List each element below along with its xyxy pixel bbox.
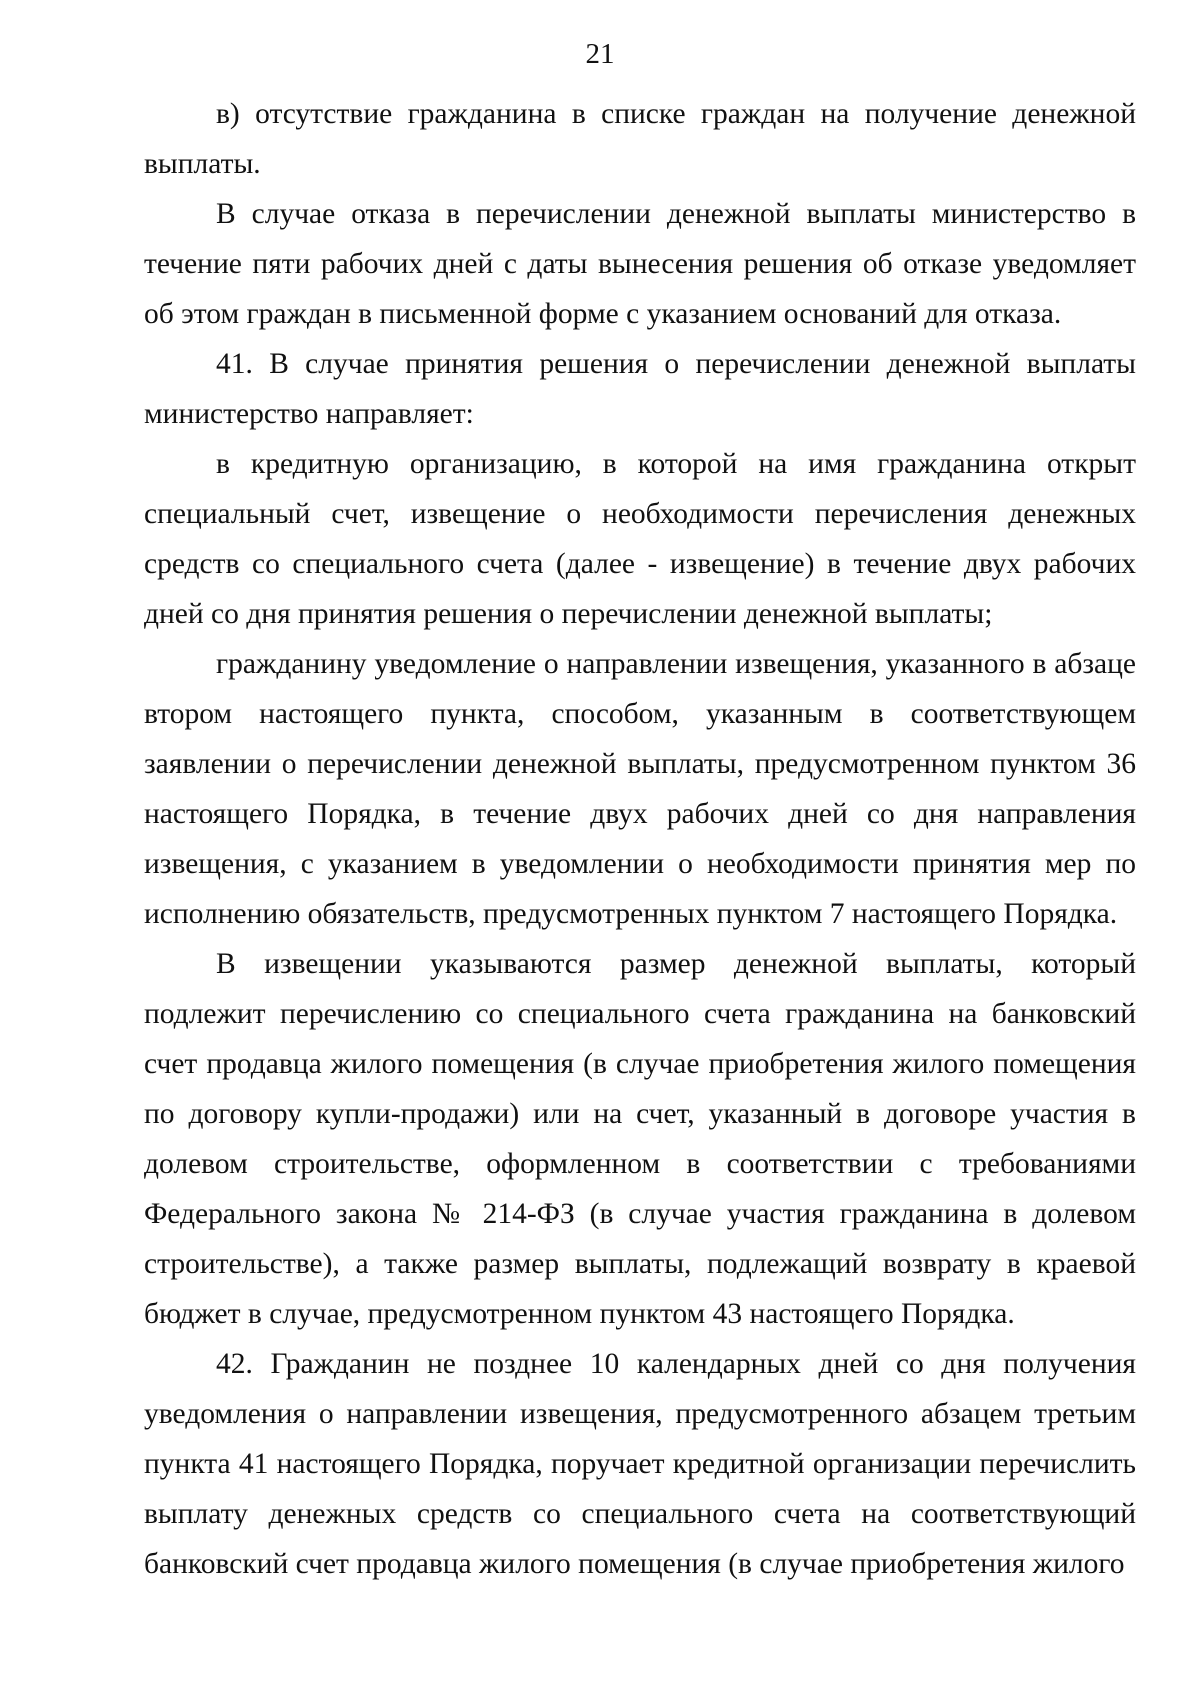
paragraph: гражданину уведомление о направлении извещения, указанного в абзаце втором настоящего пункта, способом, указанным в соответствующем заявлении о перечислении денежной выплаты, предусмотренном пунктом 36 настоящего Порядка, в течение двух рабочих дней со дня направления извещения, с указанием в уведомлении о необходимости принятия мер по исполнению обязательств, предусмотренных пунктом 7 настоящего Порядка. (144, 648, 1136, 930)
paragraph: в кредитную организацию, в которой на имя гражданина открыт специальный счет, извещение о необходимости перечисления денежных средств со специального счета (далее - извещение) в течение двух рабочих дней со дня принятия решения о перечислении денежной выплаты; (144, 448, 1136, 630)
paragraph: В извещении указываются размер денежной выплаты, который подлежит перечислению со специального счета гражданина на банковский счет продавца жилого помещения (в случае приобретения жилого помещения по договору купли-продажи) или на счет, указанный в договоре участия в долевом строительстве, оформленном в соответствии с требованиями Федерального закона № 214-ФЗ (в случае участия гражданина в долевом строительстве), а также размер выплаты, подлежащий возврату в краевой бюджет в случае, предусмотренном пунктом 43 настоящего Порядка. (144, 948, 1136, 1330)
paragraph: 41. В случае принятия решения о перечислении денежной выплаты министерство направляет: (144, 348, 1136, 430)
paragraph: В случае отказа в перечислении денежной выплаты министерство в течение пяти рабочих дней с даты вынесения решения об отказе уведомляет об этом граждан в письменной форме с указанием оснований для отказа. (144, 198, 1136, 330)
paragraph: в) отсутствие гражданина в списке граждан на получение денежной выплаты. (144, 98, 1136, 180)
document-body (144, 89, 1136, 1589)
page-number: 21 (585, 38, 615, 70)
paragraph: 42. Гражданин не позднее 10 календарных дней со дня получения уведомления о направлении извещения, предусмотренного абзацем третьим пункта 41 настоящего Порядка, поручает кредитной организации перечислить выплату денежных средств со специального счета на соответствующий банковский счет продавца жилого помещения (в случае приобретения жилого (144, 1348, 1136, 1580)
